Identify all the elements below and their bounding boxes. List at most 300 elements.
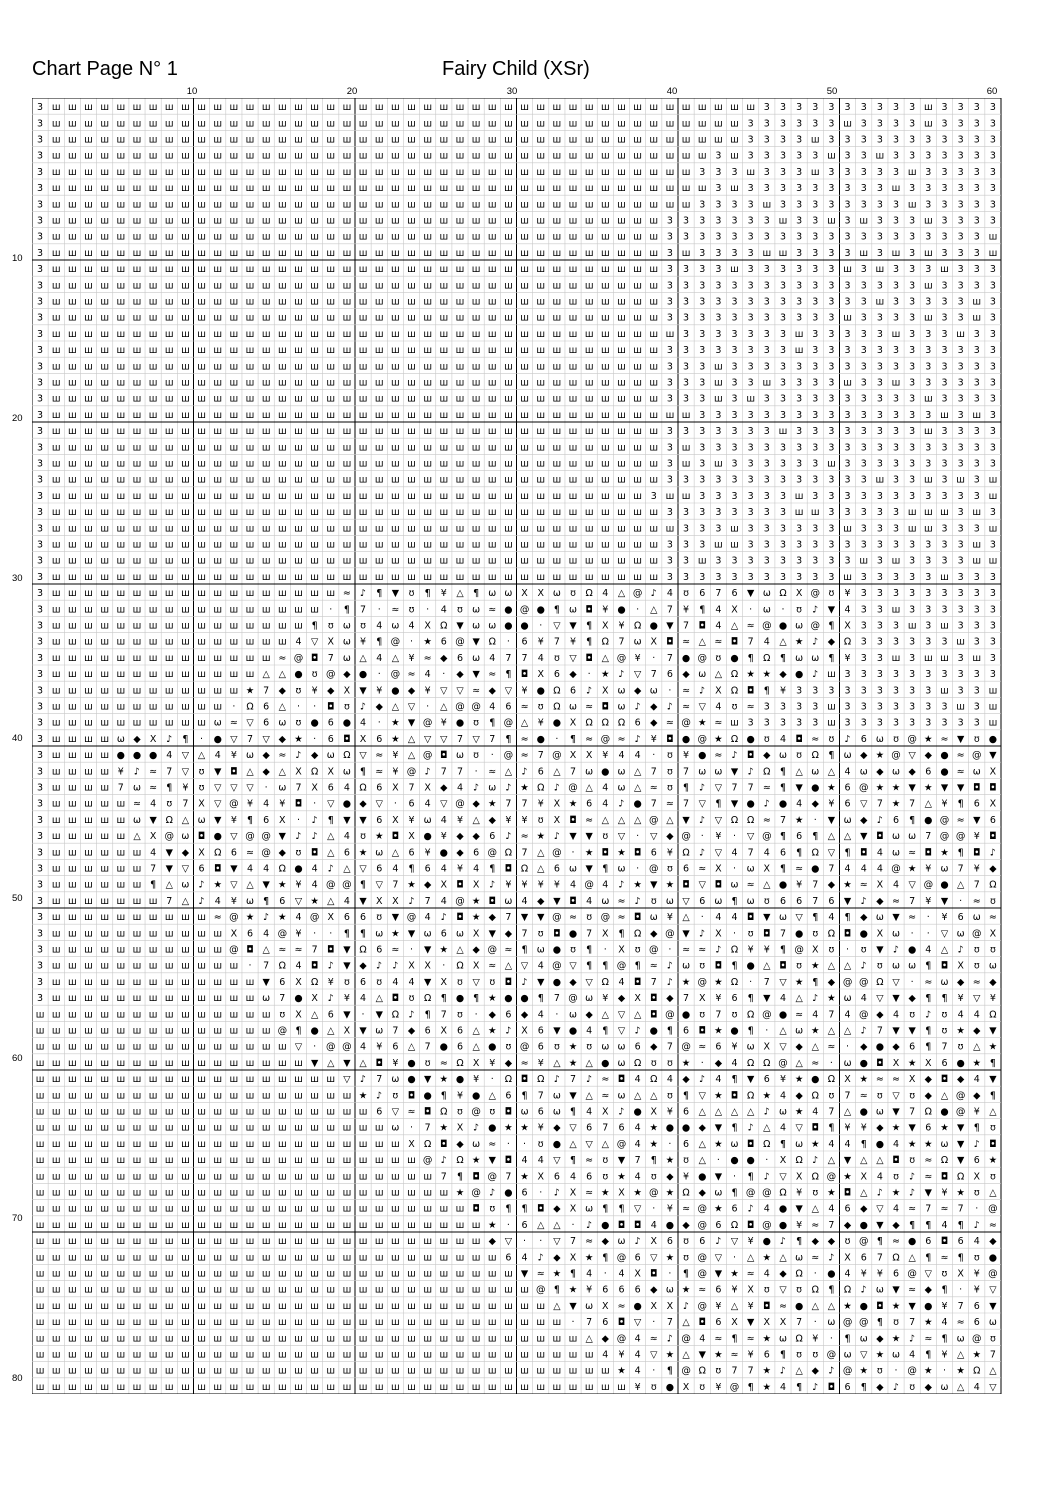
grid-cell-symbol: 6 <box>602 1285 608 1296</box>
grid-cell-symbol: ш <box>84 621 93 632</box>
grid-cell-symbol: · <box>668 1269 671 1280</box>
grid-cell-symbol: ш <box>165 604 174 615</box>
grid-cell-symbol: ш <box>68 1220 77 1231</box>
grid-cell-symbol: X <box>957 961 964 972</box>
grid-cell-symbol: 3 <box>845 491 851 502</box>
grid-cell-symbol: ш <box>165 1301 174 1312</box>
grid-cell-symbol: ш <box>326 1074 335 1085</box>
grid-cell-symbol: ш <box>536 232 545 243</box>
grid-cell-symbol: ш <box>213 523 222 534</box>
grid-cell-symbol: 3 <box>699 442 705 453</box>
grid-cell-symbol: Ω <box>279 961 286 972</box>
grid-cell-symbol: ● <box>569 928 577 939</box>
grid-cell-symbol: 3 <box>861 669 867 680</box>
grid-cell-symbol: ш <box>779 248 788 259</box>
grid-cell-symbol: ★ <box>520 783 529 794</box>
grid-cell-symbol: 3 <box>974 572 980 583</box>
grid-cell-symbol: 3 <box>764 361 770 372</box>
grid-cell-symbol: 6 <box>522 1188 528 1199</box>
grid-cell-symbol: @ <box>455 896 465 907</box>
grid-cell-symbol: ● <box>682 653 690 664</box>
grid-cell-symbol: ¥ <box>618 621 624 632</box>
grid-cell-symbol: ш <box>133 1252 142 1263</box>
grid-cell-symbol: △ <box>392 847 400 858</box>
grid-cell-symbol: ш <box>262 410 271 421</box>
grid-cell-symbol: ¥ <box>231 815 237 826</box>
grid-cell-symbol: ш <box>504 1301 513 1312</box>
grid-cell-symbol: △ <box>327 896 335 907</box>
grid-cell-symbol: 3 <box>780 491 786 502</box>
grid-cell-symbol: 4 <box>941 1220 947 1231</box>
grid-cell-symbol: ш <box>569 1350 578 1361</box>
grid-cell-symbol: 4 <box>457 783 463 794</box>
grid-cell-symbol: ш <box>391 475 400 486</box>
grid-cell-symbol: ʊ <box>796 750 802 761</box>
grid-cell-symbol: ш <box>569 264 578 275</box>
grid-cell-symbol: ♪ <box>554 831 560 842</box>
grid-cell-symbol: ш <box>36 1269 45 1280</box>
grid-cell-symbol: ш <box>391 523 400 534</box>
grid-cell-symbol: ʊ <box>683 588 689 599</box>
grid-cell-symbol: 3 <box>941 313 947 324</box>
grid-cell-symbol: 3 <box>780 183 786 194</box>
grid-cell-symbol: ш <box>310 426 319 437</box>
grid-cell-symbol: ш <box>84 912 93 923</box>
grid-cell-symbol: ¶ <box>941 1333 947 1344</box>
grid-cell-symbol: ш <box>359 1139 368 1150</box>
grid-cell-symbol: 3 <box>990 135 996 146</box>
grid-cell-symbol: ш <box>68 588 77 599</box>
grid-cell-symbol: X <box>618 1188 625 1199</box>
grid-cell-symbol: 3 <box>990 653 996 664</box>
grid-cell-symbol: · <box>410 945 413 956</box>
grid-cell-symbol: 3 <box>861 621 867 632</box>
grid-cell-symbol: ш <box>326 475 335 486</box>
grid-cell-symbol: Ω <box>795 1155 802 1166</box>
grid-cell-symbol: ◘ <box>715 961 723 972</box>
grid-cell-symbol: ш <box>149 167 158 178</box>
grid-cell-symbol: ▽ <box>715 783 723 794</box>
grid-cell-symbol: 3 <box>748 442 754 453</box>
grid-cell-symbol: ш <box>116 523 125 534</box>
grid-cell-symbol: △ <box>699 637 707 648</box>
grid-cell-symbol: ◆ <box>133 734 141 745</box>
grid-cell-symbol: ш <box>149 993 158 1004</box>
grid-cell-symbol: ш <box>213 507 222 518</box>
grid-cell-symbol: ш <box>165 945 174 956</box>
grid-cell-symbol: 3 <box>990 378 996 389</box>
grid-cell-symbol: ≈ <box>714 1333 722 1344</box>
grid-cell-symbol: ш <box>181 669 190 680</box>
grid-cell-symbol: ш <box>666 329 675 340</box>
grid-cell-symbol: ш <box>262 1171 271 1182</box>
grid-cell-symbol: 3 <box>974 151 980 162</box>
grid-cell-symbol: ш <box>391 345 400 356</box>
grid-cell-symbol: 3 <box>877 329 883 340</box>
grid-cell-symbol: ʊ <box>796 961 802 972</box>
grid-cell-symbol: ◆ <box>456 1139 464 1150</box>
grid-cell-symbol: ш <box>310 167 319 178</box>
grid-cell-symbol: ш <box>391 507 400 518</box>
grid-cell-symbol: △ <box>989 1366 997 1377</box>
grid-cell-symbol: ш <box>617 540 626 551</box>
grid-cell-symbol: ◘ <box>844 1188 852 1199</box>
grid-cell-symbol: ш <box>310 1236 319 1247</box>
grid-cell-symbol: ш <box>375 151 384 162</box>
grid-cell-symbol: ◘ <box>569 815 577 826</box>
grid-cell-symbol: ш <box>391 572 400 583</box>
grid-cell-symbol: ♪ <box>877 815 883 826</box>
grid-cell-symbol: · <box>911 977 914 988</box>
grid-cell-symbol: △ <box>941 1090 949 1101</box>
grid-cell-symbol: ш <box>649 183 658 194</box>
grid-cell-symbol: ♪ <box>909 1333 915 1344</box>
grid-cell-symbol: ш <box>456 426 465 437</box>
grid-cell-symbol: ш <box>310 1285 319 1296</box>
grid-cell-symbol: 3 <box>37 604 43 615</box>
grid-cell-symbol: 3 <box>925 491 931 502</box>
grid-cell-symbol: 7 <box>748 1366 754 1377</box>
grid-cell-symbol: ш <box>262 199 271 210</box>
grid-cell-symbol: Ω <box>359 945 366 956</box>
grid-cell-symbol: ш <box>100 1042 109 1053</box>
grid-cell-symbol: ш <box>230 507 239 518</box>
grid-cell-symbol: ш <box>262 556 271 567</box>
grid-cell-symbol: ш <box>246 1090 255 1101</box>
grid-cell-symbol: ш <box>633 410 642 421</box>
grid-cell-symbol: Ω <box>602 637 609 648</box>
grid-cell-symbol: ш <box>213 1382 222 1393</box>
grid-cell-symbol: ш <box>423 1204 432 1215</box>
grid-cell-symbol: ≈ <box>747 702 755 713</box>
grid-cell-symbol: ш <box>133 199 142 210</box>
grid-cell-symbol: 3 <box>764 264 770 275</box>
grid-cell-symbol: Ω <box>602 977 609 988</box>
grid-cell-symbol: 3 <box>861 361 867 372</box>
grid-cell-symbol: ш <box>375 329 384 340</box>
grid-cell-symbol: ш <box>52 1123 61 1134</box>
grid-cell-symbol: ≈ <box>617 1301 625 1312</box>
grid-cell-symbol: ш <box>423 199 432 210</box>
grid-cell-symbol: · <box>652 750 655 761</box>
grid-cell-symbol: ш <box>84 216 93 227</box>
grid-cell-symbol: ● <box>633 799 641 810</box>
grid-cell-symbol: ш <box>439 135 448 146</box>
grid-cell-symbol: 7 <box>570 1236 576 1247</box>
grid-cell-symbol: Ω <box>537 1074 544 1085</box>
grid-cell-symbol: ≈ <box>811 1252 819 1263</box>
grid-cell-symbol: 3 <box>796 248 802 259</box>
grid-cell-symbol: ω <box>617 1042 625 1053</box>
grid-cell-symbol: 3 <box>877 118 883 129</box>
grid-cell-symbol: ш <box>262 1333 271 1344</box>
grid-cell-symbol: ш <box>230 1139 239 1150</box>
grid-cell-symbol: 3 <box>764 426 770 437</box>
grid-cell-symbol: ш <box>68 280 77 291</box>
grid-cell-symbol: 3 <box>731 459 737 470</box>
grid-cell-symbol: ◆ <box>602 1236 610 1247</box>
grid-cell-symbol: 7 <box>651 766 657 777</box>
grid-cell-symbol: ш <box>553 248 562 259</box>
grid-cell-symbol: ш <box>149 523 158 534</box>
grid-cell-symbol: 3 <box>828 280 834 291</box>
grid-cell-symbol: ш <box>423 507 432 518</box>
grid-cell-symbol: ◆ <box>650 928 658 939</box>
grid-cell-symbol: ш <box>343 1382 352 1393</box>
grid-cell-symbol: 4 <box>586 1026 592 1037</box>
grid-cell-symbol: ш <box>310 1317 319 1328</box>
grid-cell-symbol: 3 <box>845 475 851 486</box>
grid-cell-symbol: ш <box>310 491 319 502</box>
grid-cell-symbol: @ <box>633 588 643 599</box>
grid-cell-symbol: ▽ <box>359 750 367 761</box>
grid-cell-symbol: ш <box>536 167 545 178</box>
grid-cell-symbol: · <box>943 1366 946 1377</box>
grid-cell-symbol: ш <box>116 621 125 632</box>
grid-cell-symbol: 3 <box>877 702 883 713</box>
grid-cell-symbol: ш <box>116 896 125 907</box>
grid-cell-symbol: ¶ <box>344 928 350 939</box>
grid-cell-symbol: ш <box>84 280 93 291</box>
grid-cell-symbol: X <box>877 928 884 939</box>
grid-cell-symbol: 4 <box>150 847 156 858</box>
grid-cell-symbol: 3 <box>651 491 657 502</box>
grid-cell-symbol: ш <box>68 1285 77 1296</box>
grid-cell-symbol: ш <box>149 1204 158 1215</box>
grid-cell-symbol: 3 <box>845 540 851 551</box>
grid-cell-symbol: ш <box>100 1301 109 1312</box>
grid-cell-symbol: 3 <box>893 475 899 486</box>
grid-cell-symbol: ω <box>617 864 625 875</box>
grid-cell-symbol: 3 <box>780 523 786 534</box>
grid-cell-symbol: ш <box>601 556 610 567</box>
grid-cell-symbol: ш <box>68 702 77 713</box>
grid-cell-symbol: ¥ <box>408 653 414 664</box>
grid-cell-symbol: 3 <box>764 442 770 453</box>
grid-cell-symbol: 3 <box>990 507 996 518</box>
grid-cell-symbol: ш <box>439 1366 448 1377</box>
grid-cell-symbol: 7 <box>812 880 818 891</box>
grid-cell-symbol: ш <box>343 507 352 518</box>
grid-cell-symbol: ш <box>149 248 158 259</box>
grid-cell-symbol: ʊ <box>457 1009 463 1020</box>
grid-cell-symbol: ¶ <box>602 1204 608 1215</box>
grid-cell-symbol: ♪ <box>522 977 528 988</box>
grid-cell-symbol: ¶ <box>780 864 786 875</box>
grid-cell-symbol: ш <box>84 831 93 842</box>
grid-cell-symbol: ш <box>472 1366 481 1377</box>
grid-cell-symbol: ● <box>779 1220 787 1231</box>
grid-cell-symbol: ¥ <box>748 1236 754 1247</box>
grid-cell-symbol: 3 <box>877 604 883 615</box>
grid-cell-symbol: ¥ <box>295 928 301 939</box>
grid-cell-symbol: ш <box>230 1204 239 1215</box>
grid-cell-symbol: ш <box>165 297 174 308</box>
grid-cell-symbol: 3 <box>731 491 737 502</box>
grid-cell-symbol: ш <box>553 361 562 372</box>
grid-cell-symbol: 7 <box>263 961 269 972</box>
grid-cell-symbol: ш <box>149 1188 158 1199</box>
grid-cell-symbol: ● <box>860 1058 868 1069</box>
grid-cell-symbol: ш <box>84 1350 93 1361</box>
grid-cell-symbol: 3 <box>699 572 705 583</box>
grid-cell-symbol: ш <box>310 556 319 567</box>
grid-cell-symbol: 6 <box>699 1236 705 1247</box>
grid-cell-symbol: ш <box>100 1171 109 1182</box>
grid-cell-symbol: ш <box>36 1090 45 1101</box>
grid-cell-symbol: 7 <box>877 1026 883 1037</box>
grid-cell-symbol: · <box>232 702 235 713</box>
grid-cell-symbol: ш <box>488 426 497 437</box>
grid-cell-symbol: ш <box>84 232 93 243</box>
grid-cell-symbol: ш <box>133 426 142 437</box>
grid-cell-symbol: 4 <box>651 1220 657 1231</box>
grid-cell-symbol: ш <box>472 1236 481 1247</box>
grid-cell-symbol: ш <box>213 1301 222 1312</box>
grid-cell-symbol: △ <box>553 1058 561 1069</box>
grid-cell-symbol: 3 <box>667 216 673 227</box>
grid-cell-symbol: ш <box>504 151 513 162</box>
grid-cell-symbol: ш <box>165 993 174 1004</box>
grid-cell-symbol: ● <box>553 718 561 729</box>
grid-cell-symbol: @ <box>407 912 417 923</box>
grid-cell-symbol: ш <box>149 685 158 696</box>
grid-cell-symbol: @ <box>907 1269 917 1280</box>
grid-cell-symbol: ш <box>181 1107 190 1118</box>
grid-cell-symbol: ш <box>423 523 432 534</box>
grid-cell-symbol: Ω <box>311 766 318 777</box>
grid-cell-symbol: ш <box>601 232 610 243</box>
grid-cell-symbol: ш <box>391 232 400 243</box>
grid-cell-symbol: ш <box>326 1107 335 1118</box>
grid-cell-symbol: 7 <box>392 1026 398 1037</box>
grid-cell-symbol: ш <box>326 410 335 421</box>
grid-cell-symbol: ш <box>391 556 400 567</box>
grid-cell-symbol: ш <box>456 442 465 453</box>
grid-cell-symbol: ◆ <box>682 669 690 680</box>
grid-cell-symbol: ш <box>423 102 432 113</box>
grid-cell-symbol: ш <box>165 1026 174 1037</box>
grid-cell-symbol: ш <box>116 556 125 567</box>
grid-cell-symbol: ω <box>214 718 222 729</box>
grid-cell-symbol: ш <box>230 167 239 178</box>
grid-cell-symbol: ш <box>197 361 206 372</box>
grid-cell-symbol: 3 <box>990 216 996 227</box>
grid-cell-symbol: ш <box>472 329 481 340</box>
grid-cell-symbol: ш <box>52 685 61 696</box>
grid-cell-symbol: 6 <box>522 1220 528 1231</box>
grid-cell-symbol: ш <box>116 1269 125 1280</box>
grid-cell-symbol: ♪ <box>828 1252 834 1263</box>
grid-cell-symbol: ш <box>213 945 222 956</box>
grid-cell-symbol: 3 <box>667 248 673 259</box>
grid-cell-symbol: ш <box>633 183 642 194</box>
grid-cell-symbol: 3 <box>958 572 964 583</box>
grid-cell-symbol: ш <box>488 442 497 453</box>
grid-cell-symbol: 4 <box>974 1236 980 1247</box>
grid-cell-symbol: △ <box>876 1155 884 1166</box>
grid-cell-symbol: ш <box>294 621 303 632</box>
grid-cell-symbol: 4 <box>780 1090 786 1101</box>
grid-cell-symbol: ш <box>375 280 384 291</box>
grid-cell-symbol: ● <box>811 864 819 875</box>
grid-cell-symbol: 3 <box>699 313 705 324</box>
grid-cell-symbol: ш <box>116 847 125 858</box>
grid-cell-symbol: ш <box>149 961 158 972</box>
grid-cell-symbol: ш <box>569 183 578 194</box>
grid-cell-symbol: ¶ <box>925 961 931 972</box>
grid-cell-symbol: ш <box>326 1317 335 1328</box>
grid-cell-symbol: ω <box>456 928 464 939</box>
grid-cell-symbol: ω <box>569 864 577 875</box>
grid-cell-symbol: Ω <box>989 880 996 891</box>
grid-cell-symbol: 6 <box>457 1042 463 1053</box>
grid-cell-symbol: ш <box>84 864 93 875</box>
grid-cell-symbol: △ <box>828 766 836 777</box>
grid-cell-symbol: 3 <box>958 345 964 356</box>
grid-cell-symbol: ≈ <box>585 1155 593 1166</box>
grid-cell-symbol: ш <box>359 280 368 291</box>
grid-cell-symbol: ω <box>488 783 496 794</box>
grid-cell-symbol: ш <box>359 297 368 308</box>
grid-cell-symbol: Ω <box>731 815 738 826</box>
grid-cell-symbol: ш <box>36 1107 45 1118</box>
grid-cell-symbol: 3 <box>37 167 43 178</box>
grid-cell-symbol: ш <box>52 183 61 194</box>
grid-cell-symbol: ш <box>52 507 61 518</box>
grid-cell-symbol: ш <box>407 459 416 470</box>
grid-cell-symbol: ш <box>536 264 545 275</box>
grid-cell-symbol: ш <box>52 248 61 259</box>
grid-cell-symbol: ● <box>860 1301 868 1312</box>
grid-cell-symbol: ш <box>84 135 93 146</box>
grid-cell-symbol: ¶ <box>748 1382 754 1393</box>
grid-cell-symbol: ω <box>763 604 771 615</box>
grid-cell-symbol: ¥ <box>861 1123 867 1134</box>
grid-cell-symbol: ш <box>310 523 319 534</box>
grid-cell-symbol: ш <box>100 1074 109 1085</box>
grid-cell-symbol: ш <box>197 621 206 632</box>
grid-cell-symbol: 6 <box>925 1236 931 1247</box>
grid-cell-symbol: ш <box>68 410 77 421</box>
grid-cell-symbol: ш <box>488 410 497 421</box>
grid-cell-symbol: ● <box>779 1204 787 1215</box>
grid-cell-symbol: 3 <box>667 297 673 308</box>
grid-cell-symbol: ш <box>343 329 352 340</box>
grid-cell-symbol: ш <box>439 1285 448 1296</box>
grid-cell-symbol: 3 <box>845 426 851 437</box>
grid-cell-symbol: @ <box>261 831 271 842</box>
grid-cell-symbol: ш <box>246 264 255 275</box>
grid-cell-symbol: △ <box>586 1058 594 1069</box>
grid-cell-symbol: ш <box>213 248 222 259</box>
grid-cell-symbol: △ <box>989 1107 997 1118</box>
grid-cell-symbol: ш <box>391 1171 400 1182</box>
grid-cell-symbol: ш <box>488 475 497 486</box>
grid-cell-symbol: ш <box>488 394 497 405</box>
grid-cell-symbol: ш <box>149 669 158 680</box>
grid-cell-symbol: ▽ <box>650 831 658 842</box>
grid-cell-symbol: ★ <box>859 1074 868 1085</box>
grid-cell-symbol: ≈ <box>424 653 432 664</box>
grid-cell-symbol: ш <box>230 1366 239 1377</box>
grid-cell-symbol: ш <box>116 718 125 729</box>
grid-cell-symbol: △ <box>634 815 642 826</box>
grid-cell-symbol: ш <box>649 118 658 129</box>
grid-cell-symbol: ω <box>617 702 625 713</box>
grid-cell-symbol: ш <box>407 1350 416 1361</box>
grid-cell-symbol: ʊ <box>376 977 382 988</box>
